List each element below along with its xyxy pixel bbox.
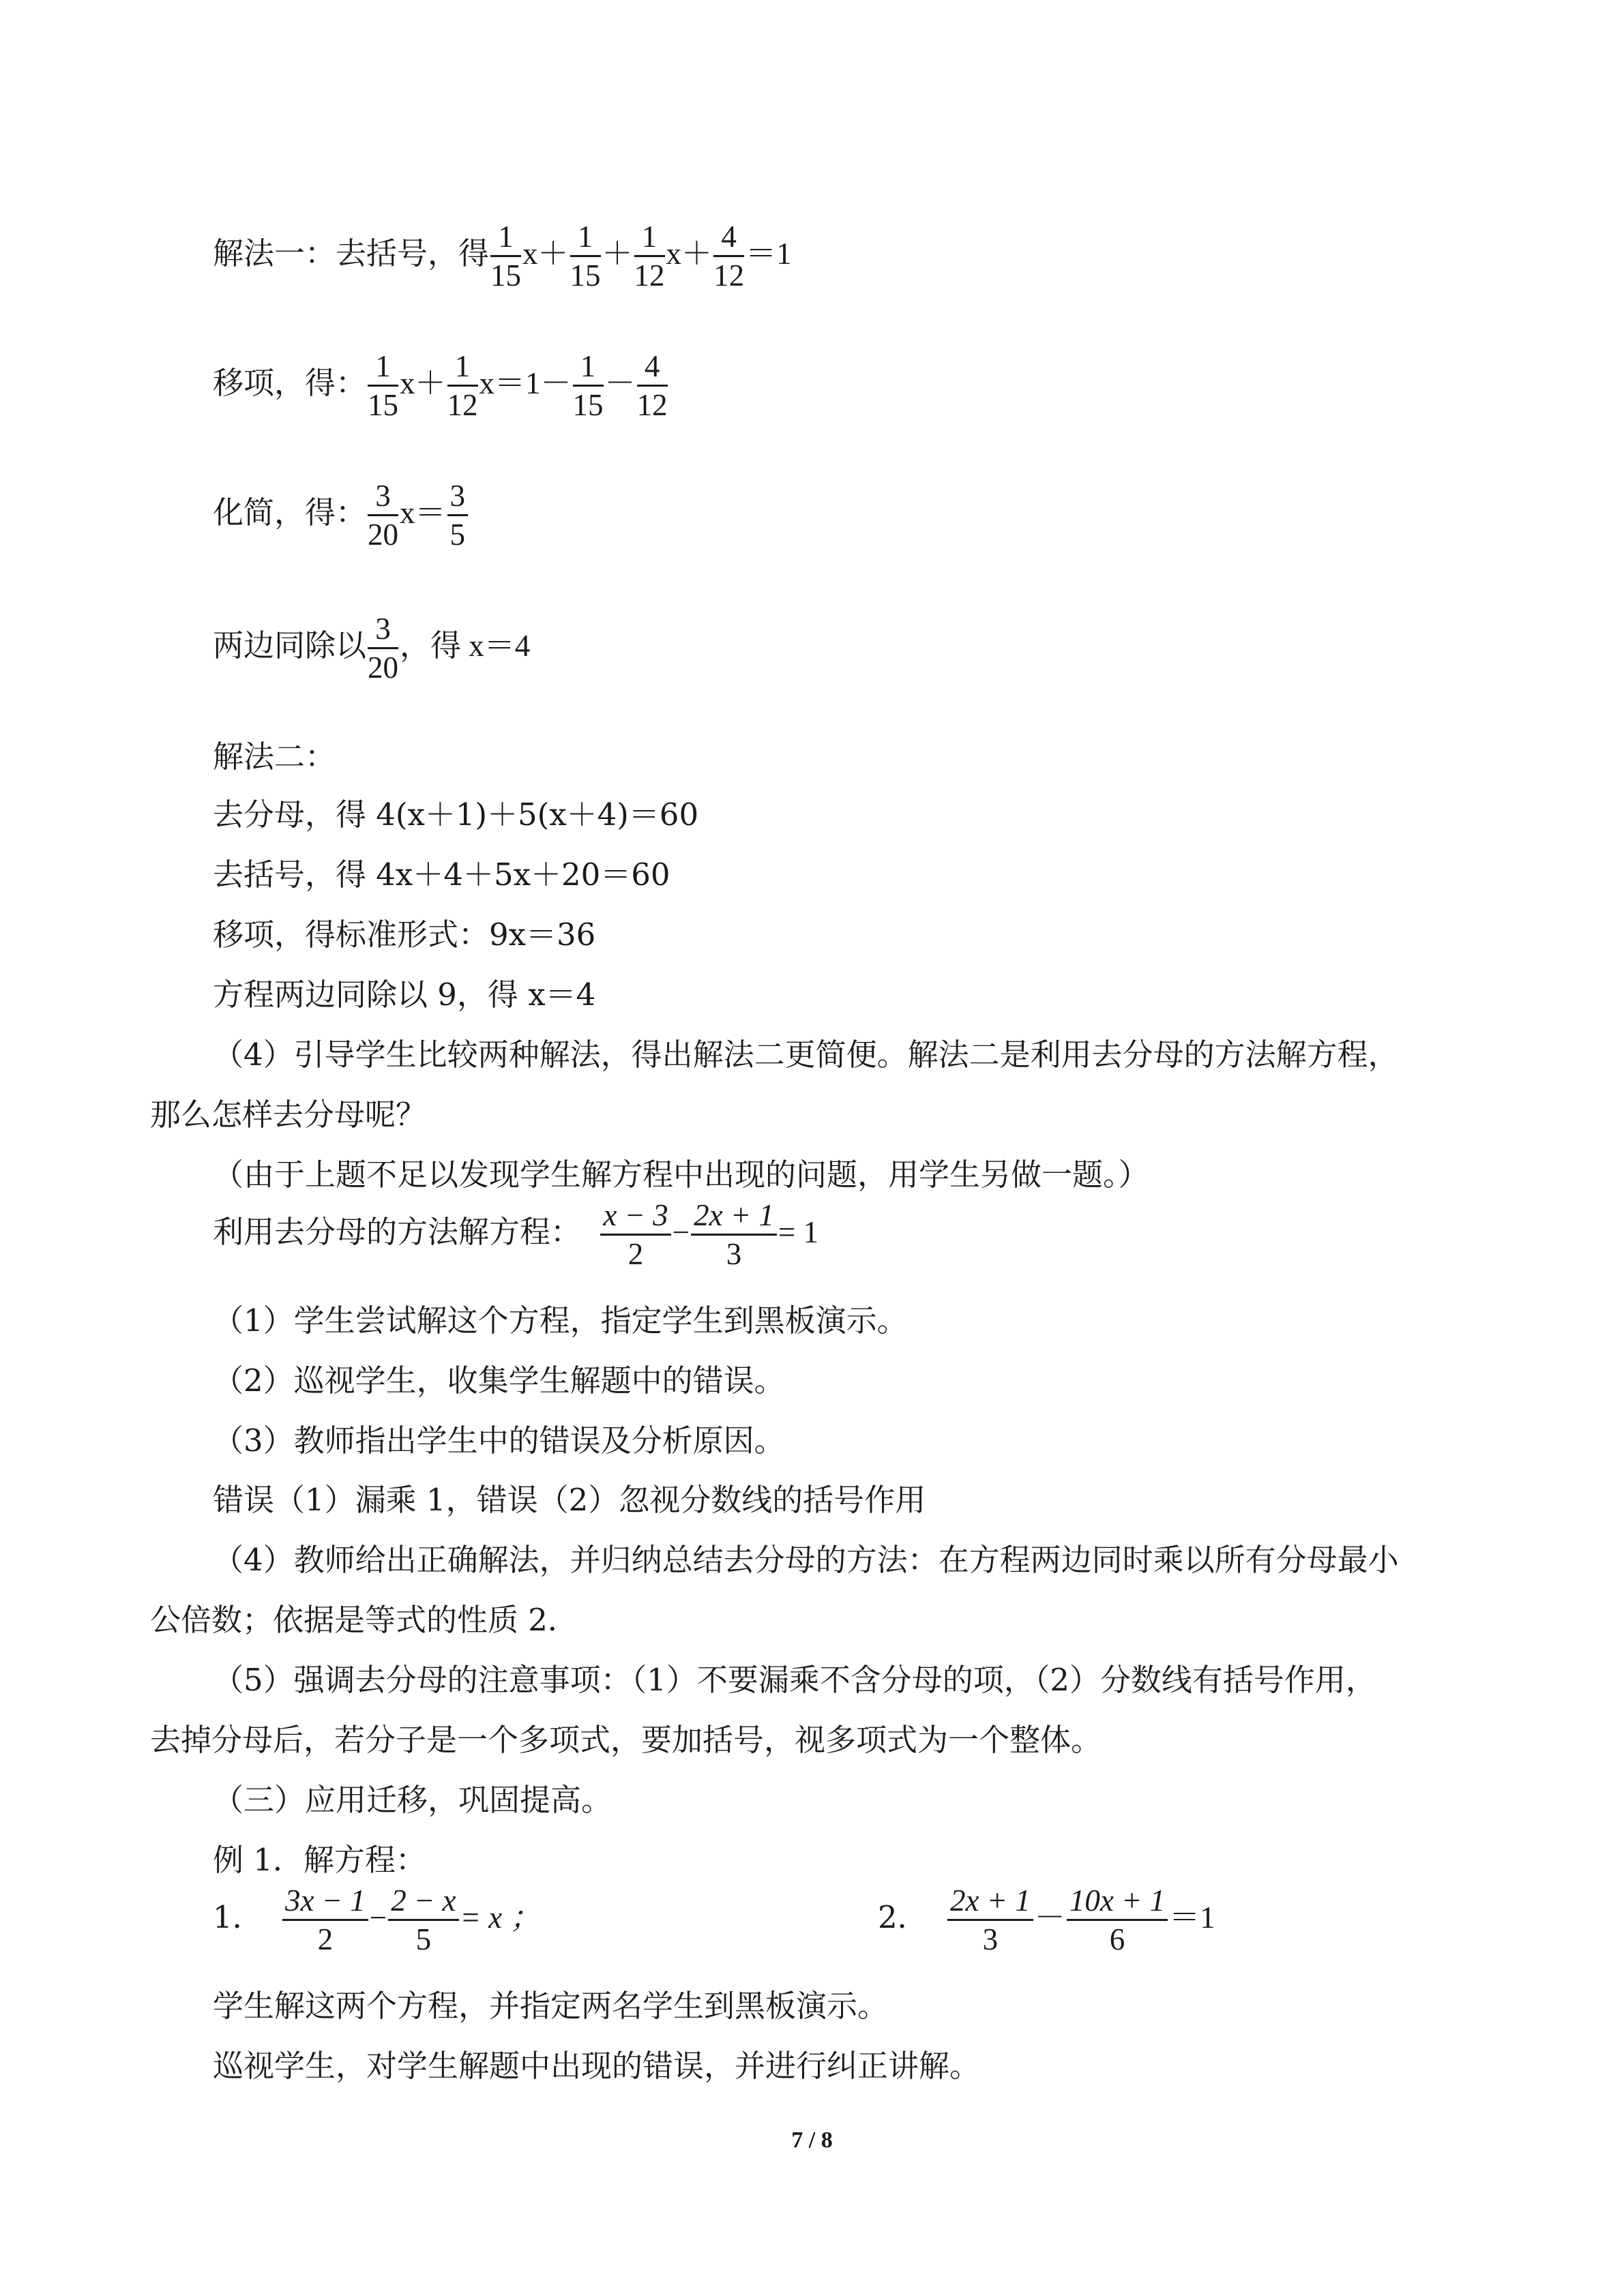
- step-line: 错误（1）漏乘 1，错误（2）忽视分数线的括号作用: [213, 1482, 926, 1518]
- denominator: 5: [415, 1922, 432, 1956]
- denominator: 20: [368, 518, 399, 552]
- fraction: [570, 218, 601, 294]
- numerator: 4: [637, 348, 668, 387]
- paragraph-notes-line2: 去掉分母后，若分子是一个多项式，要加括号，视多项式为一个整体。: [150, 1722, 1102, 1758]
- step-label: 两边同除以: [213, 627, 367, 664]
- numerator: 1: [368, 348, 398, 387]
- numerator: 1: [573, 348, 604, 387]
- denominator: 12: [447, 388, 478, 422]
- term: ＝1: [745, 237, 792, 271]
- fraction: [368, 477, 398, 553]
- term: x＝: [400, 496, 446, 530]
- denominator: 15: [570, 258, 601, 293]
- step-line: （3）教师指出学生中的错误及分析原因。: [213, 1422, 785, 1459]
- numerator: 2x + 1: [691, 1197, 777, 1236]
- denominator: 15: [368, 388, 399, 422]
- operator: −: [369, 1900, 387, 1935]
- numerator: 10x + 1: [1067, 1882, 1168, 1921]
- operator: = x ；: [460, 1900, 541, 1935]
- paragraph-note: （由于上题不足以发现学生解方程中出现的问题，用学生另做一题。）: [213, 1157, 1149, 1193]
- numerator: 4: [713, 218, 744, 257]
- solution1-line2: [213, 348, 669, 423]
- numerator: 1: [447, 348, 478, 387]
- section-heading: （三）应用迁移，巩固提高。: [213, 1782, 612, 1818]
- denominator: 20: [368, 651, 399, 685]
- numerator: 1: [570, 218, 601, 257]
- equation-line: [213, 1197, 818, 1272]
- solution2-step: 去括号，得 4x＋4＋5x＋20＝60: [213, 856, 670, 893]
- solution2-step: 方程两边同除以 9，得 x＝4: [213, 976, 596, 1013]
- closing-line: 学生解这两个方程，并指定两名学生到黑板演示。: [213, 1988, 889, 2024]
- closing-line: 巡视学生，对学生解题中出现的错误，并进行纠正讲解。: [213, 2048, 981, 2084]
- numerator: 1: [634, 218, 665, 257]
- paragraph-notes-line1: （5）强调去分母的注意事项：（1）不要漏乘不含分母的项，（2）分数线有括号作用，: [213, 1662, 1376, 1698]
- denominator: 15: [572, 388, 604, 422]
- paragraph-4-line1: （4）引导学生比较两种解法，得出解法二更简便。解法二是利用去分母的方法解方程，: [213, 1037, 1399, 1073]
- fraction: [490, 218, 521, 294]
- numerator: 3x − 1: [282, 1882, 368, 1921]
- operator: ＝1: [1169, 1900, 1215, 1935]
- denominator: 2: [628, 1237, 644, 1271]
- term: x＝1－: [479, 366, 572, 400]
- paragraph-method-line1: （4）教师给出正确解法，并归纳总结去分母的方法：在方程两边同时乘以所有分母最小: [213, 1542, 1399, 1578]
- example-equation-1: [213, 1882, 540, 1958]
- fraction: [1067, 1882, 1168, 1958]
- denominator: 12: [713, 258, 745, 293]
- numerator: x − 3: [600, 1197, 670, 1236]
- solution1-line1: [213, 218, 792, 294]
- denominator: 5: [449, 518, 466, 552]
- numerator: 3: [447, 477, 469, 516]
- solution2-step: 去分母，得 4(x＋1)＋5(x＋4)＝60: [213, 796, 699, 833]
- operator: −: [672, 1215, 690, 1249]
- example-equation-2: [878, 1882, 1215, 1958]
- page-number: 7 / 8: [791, 2128, 833, 2153]
- fraction: [947, 1882, 1033, 1958]
- example-label: 例 1．解方程：: [213, 1842, 426, 1878]
- item-number: 2．: [878, 1899, 928, 1935]
- denominator: 6: [1109, 1922, 1125, 1956]
- term: ＋: [602, 237, 633, 271]
- fraction: [368, 610, 398, 686]
- fraction: [368, 348, 398, 423]
- solution1-label: 解法一：去括号，得: [213, 235, 490, 271]
- fraction: [634, 218, 665, 294]
- operator: = 1: [778, 1215, 819, 1249]
- fraction: [600, 1197, 670, 1272]
- fraction: [447, 348, 478, 423]
- numerator: 2 − x: [388, 1882, 458, 1921]
- term: ，得 x＝4: [400, 629, 531, 663]
- operator: －: [1034, 1900, 1065, 1935]
- term: x＋: [522, 237, 569, 271]
- denominator: 2: [317, 1922, 334, 1956]
- fraction: [713, 218, 744, 294]
- numerator: 1: [490, 218, 521, 257]
- term: x＋: [400, 366, 446, 400]
- solution2-step: 移项，得标准形式：9x＝36: [213, 916, 596, 953]
- fraction: [388, 1882, 458, 1958]
- numerator: 2x + 1: [947, 1882, 1033, 1921]
- step-line: （2）巡视学生，收集学生解题中的错误。: [213, 1362, 785, 1399]
- item-number: 1．: [213, 1899, 263, 1935]
- step-label: 化简，得：: [213, 494, 367, 531]
- denominator: 12: [634, 258, 665, 293]
- paragraph-method-line2: 公倍数；依据是等式的性质 2．: [150, 1602, 578, 1638]
- solution1-line4: [213, 610, 530, 686]
- fraction: [691, 1197, 777, 1272]
- numerator: 3: [368, 610, 398, 649]
- paragraph-4-line2: 那么怎样去分母呢？: [150, 1097, 427, 1133]
- denominator: 12: [636, 388, 668, 422]
- step-label: 移项，得：: [213, 365, 367, 401]
- denominator: 15: [490, 258, 522, 293]
- term: －: [604, 366, 636, 400]
- denominator: 3: [982, 1922, 999, 1956]
- solution2-title: 解法二：: [213, 739, 336, 775]
- step-line: （1）学生尝试解这个方程，指定学生到黑板演示。: [213, 1302, 908, 1339]
- fraction: [573, 348, 604, 423]
- term: x＋: [666, 237, 713, 271]
- fraction: [447, 477, 469, 553]
- fraction: [282, 1882, 368, 1958]
- numerator: 3: [368, 477, 398, 516]
- solution1-line3: [213, 477, 469, 553]
- denominator: 3: [726, 1237, 742, 1271]
- equation-label: 利用去分母的方法解方程：: [213, 1214, 582, 1250]
- fraction: [637, 348, 668, 423]
